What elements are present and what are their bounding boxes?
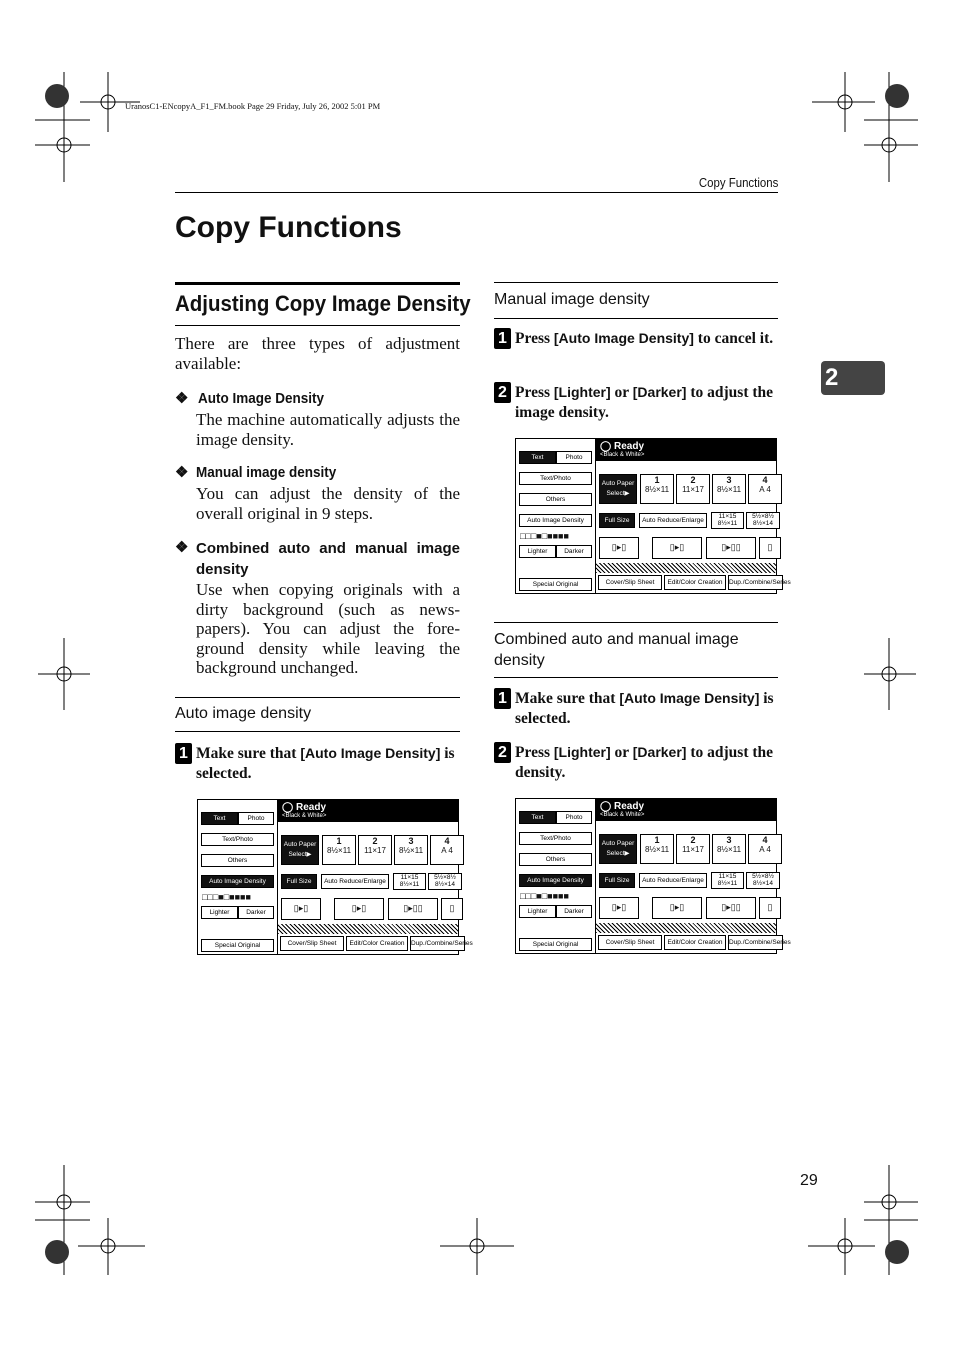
edit-color-creation-button[interactable]: Edit/Color Creation [664,575,726,590]
hatch-bar [596,923,776,933]
step-text: is selected. [515,690,774,727]
auto-image-density-button[interactable]: Auto Image Density [201,875,274,888]
tray-2[interactable]: 2 11×17 [676,474,710,504]
key-darker: [Darker] [632,744,687,760]
bullet-symbol: ❖ [175,464,189,481]
lighter-button[interactable]: Lighter [519,905,556,918]
tray-3[interactable]: 3 8½×11 [394,835,428,865]
ratio-preset-2[interactable]: 5½×8½ 8½×14 [746,512,780,529]
combined-rule-top [494,622,778,623]
duplex-2-2-icon[interactable]: ▯▸▯ [652,537,702,559]
step-text: Make sure that [515,690,620,707]
tray-4[interactable]: 4 A 4 [748,834,782,864]
combined-step-2 [494,742,778,783]
full-size-button[interactable]: Full Size [599,873,635,888]
cover-slip-sheet-button[interactable]: Cover/Slip Sheet [598,935,662,950]
dup-combine-series-button[interactable]: Dup./Combine/Series [410,936,465,951]
text-photo-button[interactable]: Text/Photo [519,832,592,845]
others-button[interactable]: Others [201,854,274,867]
file-info: UranosC1-ENcopyA_F1_FM.book Page 29 Friday, July 26, 2002 5:01 PM [125,101,381,111]
auto-reduce-enlarge-button[interactable]: Auto Reduce/Enlarge [639,513,707,528]
tray-1[interactable]: 1 8½×11 [640,834,674,864]
page-number: 29 [800,1172,818,1189]
section-rule-bottom [175,325,460,326]
step-text: or [610,384,633,401]
bullet-combined [175,538,460,678]
duplex-1-2-icon[interactable]: ▯▸▯ [599,897,639,919]
tray-2[interactable]: 2 11×17 [676,834,710,864]
ready-status: ◯ Ready [600,441,644,452]
text-mode-button[interactable]: Text [201,812,238,825]
duplex-1-2-icon[interactable]: ▯▸▯ [281,898,321,920]
ratio-preset-1[interactable]: 11×15 8½×11 [393,873,426,890]
bullet-symbol: ❖ [175,390,189,407]
panel-left-column [516,439,596,593]
auto-rule-bottom [175,731,460,732]
tray-3[interactable]: 3 8½×11 [712,834,746,864]
step-number: 2 [494,382,511,403]
series-icon[interactable]: ▯ [759,537,781,559]
step-text: to cancel it. [693,330,774,347]
lighter-button[interactable]: Lighter [201,906,238,919]
others-button[interactable]: Others [519,853,592,866]
section-rule-top [175,282,460,285]
bullet-title: Auto Image Density [198,390,325,407]
step-text: is selected. [196,745,455,782]
duplex-1-2-icon[interactable]: ▯▸▯ [599,537,639,559]
text-photo-button[interactable]: Text/Photo [519,472,592,485]
auto-reduce-enlarge-button[interactable]: Auto Reduce/Enlarge [639,873,707,888]
status-bar [278,800,458,822]
photo-mode-button[interactable]: Photo [556,811,592,824]
bullet-text: You can adjust the density of the overall original in 9 steps. [196,484,460,523]
copier-panel-screenshot [515,798,791,954]
series-icon[interactable]: ▯ [441,898,463,920]
tray-2[interactable]: 2 11×17 [358,835,392,865]
special-original-button[interactable]: Special Original [519,938,592,951]
bullet-symbol: ❖ [175,539,189,556]
header-rule [175,192,778,193]
tray-4[interactable]: 4 A 4 [748,474,782,504]
bullet-title: Manual image density [196,464,337,481]
full-size-button[interactable]: Full Size [281,874,317,889]
combine-icon[interactable]: ▯▸▯▯ [706,897,756,919]
text-mode-button[interactable]: Text [519,811,556,824]
dup-combine-series-button[interactable]: Dup./Combine/Series [728,935,783,950]
bullet-text: Use when copying originals with a dirty background (such as news-papers). You can adjust the fore-ground density while leaving the background unchanged. [196,580,460,678]
step-text: or [610,744,633,761]
copier-panel-screenshot [197,799,473,955]
special-original-button[interactable]: Special Original [201,939,274,952]
combined-title: Combined auto and manual image density [494,631,739,669]
others-button[interactable]: Others [519,493,592,506]
auto-image-density-button[interactable]: Auto Image Density [519,514,592,527]
manual-title: Manual image density [494,291,650,308]
cover-slip-sheet-button[interactable]: Cover/Slip Sheet [280,936,344,951]
manual-step-1 [494,328,778,349]
tray-1[interactable]: 1 8½×11 [322,835,356,865]
bullet-auto [175,389,460,449]
section-title: Adjusting Copy Image Density [175,291,471,316]
section-intro: There are three types of adjustment available: [175,334,460,373]
full-size-button[interactable]: Full Size [599,513,635,528]
key-darker: [Darker] [632,384,687,400]
text-mode-button[interactable]: Text [519,451,556,464]
panel-left-column [516,799,596,953]
color-mode: <Black & White> [282,813,327,819]
bullet-title: Combined auto and manual image density [196,540,460,578]
series-icon[interactable]: ▯ [759,897,781,919]
step-text: to adjust the image density. [515,384,774,421]
chapter-title: Copy Functions [175,211,402,244]
color-mode: <Black & White> [600,812,645,818]
auto-rule-top [175,697,460,698]
darker-button[interactable]: Darker [238,906,274,919]
key-auto-image-density: [Auto Image Density] [300,745,441,761]
step-number: 1 [175,743,192,764]
ratio-preset-2[interactable]: 5½×8½ 8½×14 [746,872,780,889]
chapter-tab: 2 [821,361,885,395]
panel-left-column [198,800,278,954]
photo-mode-button[interactable]: Photo [556,451,592,464]
ratio-preset-1[interactable]: 11×15 8½×11 [711,512,744,529]
bullet-manual [175,463,460,523]
tray-4[interactable]: 4 A 4 [430,835,464,865]
cover-slip-sheet-button[interactable]: Cover/Slip Sheet [598,575,662,590]
density-scale-indicator: □□□■□■■■■ [202,892,251,902]
edit-color-creation-button[interactable]: Edit/Color Creation [346,936,408,951]
edit-color-creation-button[interactable]: Edit/Color Creation [664,935,726,950]
copier-panel-screenshot [515,438,791,594]
key-auto-image-density: [Auto Image Density] [553,330,694,346]
tray-1[interactable]: 1 8½×11 [640,474,674,504]
key-lighter: [Lighter] [553,744,611,760]
auto-image-density-button[interactable]: Auto Image Density [519,874,592,887]
bullet-text: The machine automatically adjusts the image density. [196,410,460,449]
step-text: Press [515,330,554,347]
step-text: Press [515,384,554,401]
text-photo-button[interactable]: Text/Photo [201,833,274,846]
step-number: 1 [494,328,511,349]
step-number: 1 [494,688,511,709]
auto-paper-select-button[interactable]: Auto Paper Select▶ [599,474,637,504]
step-text: Make sure that [196,745,301,762]
duplex-2-2-icon[interactable]: ▯▸▯ [334,898,384,920]
combined-rule-bottom [494,677,778,678]
special-original-button[interactable]: Special Original [519,578,592,591]
auto-reduce-enlarge-button[interactable]: Auto Reduce/Enlarge [321,874,389,889]
photo-mode-button[interactable]: Photo [238,812,274,825]
status-bar [596,799,776,821]
ratio-preset-2[interactable]: 5½×8½ 8½×14 [428,873,462,890]
manual-rule-top [494,282,778,283]
step-text: to adjust the density. [515,744,774,781]
combined-step-1 [494,688,778,729]
hatch-bar [596,563,776,573]
status-bar [596,439,776,461]
tray-3[interactable]: 3 8½×11 [712,474,746,504]
auto-paper-select-button[interactable]: Auto Paper Select▶ [281,835,319,865]
ready-status: ◯ Ready [282,802,326,813]
step-number: 2 [494,742,511,763]
color-mode: <Black & White> [600,452,645,458]
auto-step-1 [175,743,460,784]
running-title: Copy Functions [698,175,778,190]
manual-step-2 [494,382,778,423]
dup-combine-series-button[interactable]: Dup./Combine/Series [728,575,783,590]
key-auto-image-density: [Auto Image Density] [619,690,760,706]
ratio-preset-1[interactable]: 11×15 8½×11 [711,872,744,889]
step-text: Press [515,744,554,761]
density-scale-indicator: □□□■□■■■■ [520,531,569,541]
ready-status: ◯ Ready [600,801,644,812]
combine-icon[interactable]: ▯▸▯▯ [388,898,438,920]
auto-paper-select-button[interactable]: Auto Paper Select▶ [599,834,637,864]
combine-icon[interactable]: ▯▸▯▯ [706,537,756,559]
duplex-2-2-icon[interactable]: ▯▸▯ [652,897,702,919]
manual-rule-bottom [494,318,778,319]
darker-button[interactable]: Darker [556,545,592,558]
lighter-button[interactable]: Lighter [519,545,556,558]
key-lighter: [Lighter] [553,384,611,400]
auto-title: Auto image density [175,705,312,722]
density-scale-indicator: □□□■□■■■■ [520,891,569,901]
darker-button[interactable]: Darker [556,905,592,918]
hatch-bar [278,924,458,934]
